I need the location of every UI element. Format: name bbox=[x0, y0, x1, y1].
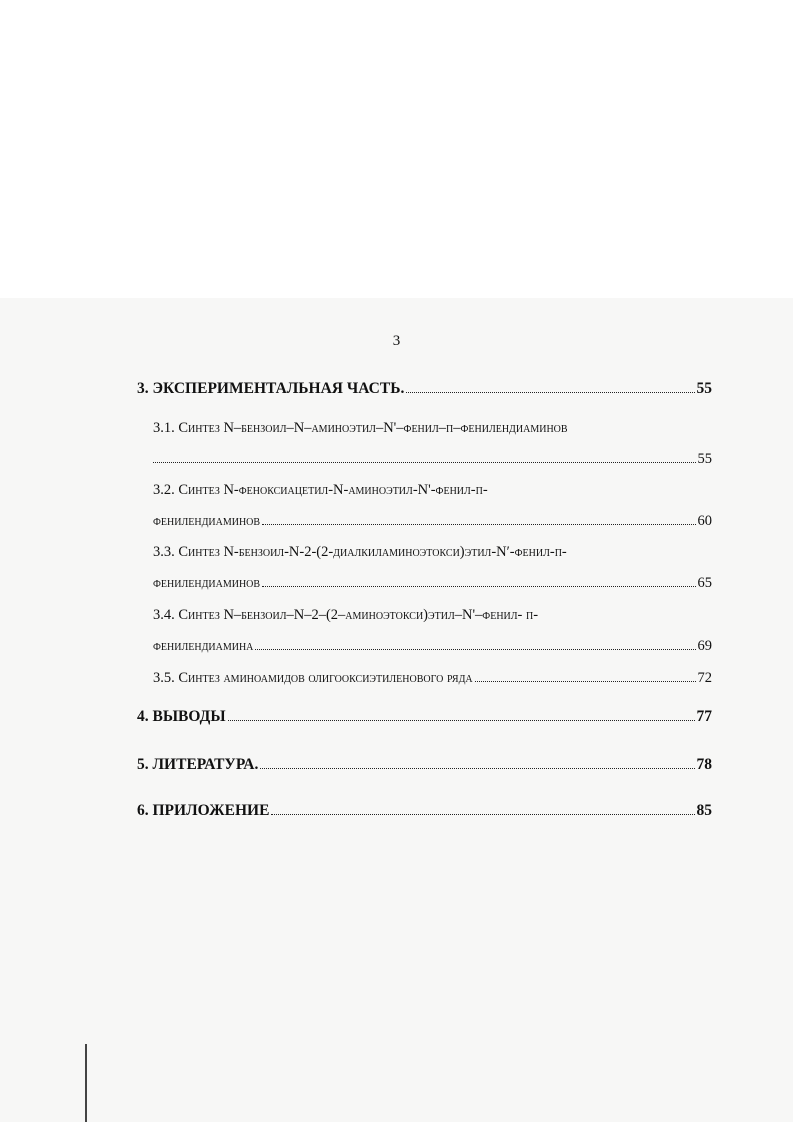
toc-entry-page: 65 bbox=[697, 575, 712, 591]
toc-entry-3-1-title[interactable] bbox=[153, 420, 712, 442]
dot-leader bbox=[406, 392, 694, 393]
dot-leader bbox=[228, 720, 695, 721]
toc-entry-5[interactable] bbox=[137, 756, 712, 778]
toc-entry-title-cont: фенилендиаминов bbox=[153, 513, 261, 529]
toc-entry-title: 3.5. Синтез аминоамидов олигооксиэтиленового ряда bbox=[153, 670, 473, 686]
toc-entry-page: 69 bbox=[697, 638, 712, 654]
toc-entry-3-2-title[interactable] bbox=[153, 482, 712, 504]
toc-entry-title: 3. ЭКСПЕРИМЕНТАЛЬНАЯ ЧАСТЬ. bbox=[137, 380, 405, 397]
toc-entry-3-5[interactable] bbox=[153, 670, 712, 692]
toc-entry-page: 55 bbox=[696, 380, 712, 397]
toc-entry-title: 3.1. Синтез N–бензоил–N–аминоэтил–N'–фенил–п–фенилендиаминов bbox=[153, 420, 568, 436]
toc-entry-page: 77 bbox=[696, 708, 712, 725]
dot-leader bbox=[255, 649, 695, 650]
toc-entry-title: 6. ПРИЛОЖЕНИЕ bbox=[137, 802, 270, 819]
dot-leader bbox=[262, 524, 695, 525]
dot-leader bbox=[153, 462, 696, 463]
toc-entry-title: 3.2. Синтез N-феноксиацетил-N-аминоэтил-N'-фенил-п- bbox=[153, 482, 488, 498]
dot-leader bbox=[262, 586, 695, 587]
dot-leader bbox=[475, 681, 696, 682]
toc-entry-title-cont: фенилендиаминов bbox=[153, 575, 261, 591]
toc-entry-3-4-title[interactable] bbox=[153, 607, 712, 629]
toc-entry-page: 60 bbox=[697, 513, 712, 529]
toc-entry-page: 78 bbox=[696, 756, 712, 773]
toc-entry-3-4-leader[interactable] bbox=[153, 638, 712, 660]
toc-entry-3-1-leader[interactable] bbox=[153, 451, 712, 473]
dot-leader bbox=[260, 768, 694, 769]
page-number: 3 bbox=[392, 333, 401, 349]
toc-entry-6[interactable] bbox=[137, 802, 712, 824]
dot-leader bbox=[271, 814, 694, 815]
toc-entry-title: 5. ЛИТЕРАТУРА. bbox=[137, 756, 259, 773]
toc-entry-title: 3.4. Синтез N–бензоил–N–2–(2–аминоэтокси)этил–N'–фенил- п- bbox=[153, 607, 539, 623]
toc-entry-3-3-leader[interactable] bbox=[153, 575, 712, 597]
scan-margin-line bbox=[85, 1044, 87, 1122]
toc-entry-3-2-leader[interactable] bbox=[153, 513, 712, 535]
toc-entry-title: 3.3. Синтез N-бензоил-N-2-(2-диалкиламиноэтокси)этил-N′-фенил-п- bbox=[153, 544, 567, 560]
toc-entry-page: 85 bbox=[696, 802, 712, 819]
toc-entry-4[interactable] bbox=[137, 708, 712, 730]
toc-entry-page: 55 bbox=[697, 451, 712, 467]
toc-entry-title-cont: фенилендиамина bbox=[153, 638, 254, 654]
toc-entry-3-3-title[interactable] bbox=[153, 544, 712, 566]
toc-entry-3[interactable] bbox=[137, 380, 712, 402]
toc-entry-page: 72 bbox=[697, 670, 712, 686]
toc-entry-title: 4. ВЫВОДЫ bbox=[137, 708, 226, 725]
